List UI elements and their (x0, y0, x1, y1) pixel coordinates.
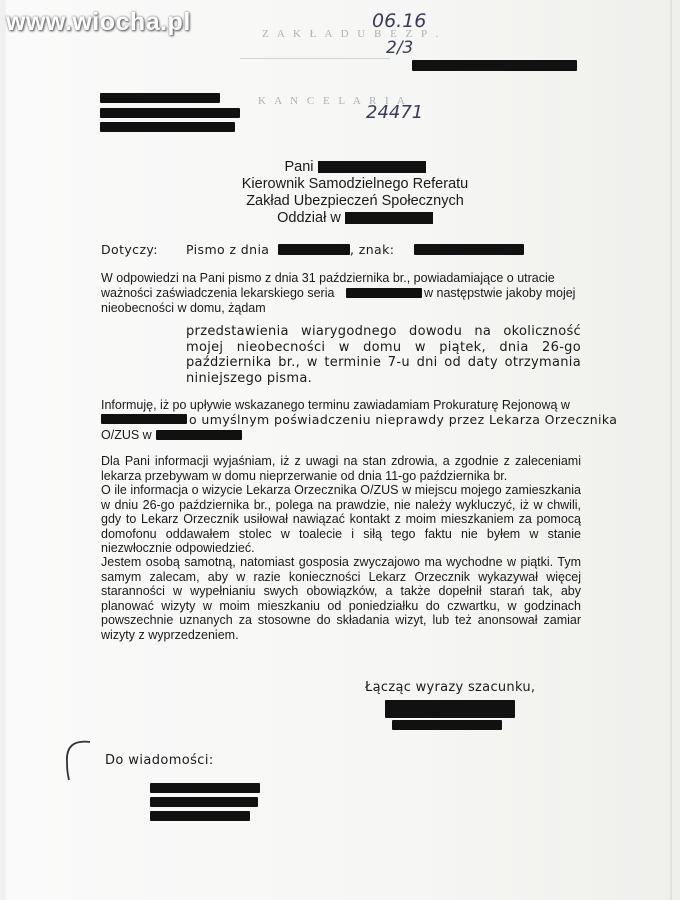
cc-label: Do wiadomości: (105, 753, 214, 768)
scan-shadow (0, 0, 6, 900)
recipient-branch: Oddział w (277, 210, 341, 226)
handwritten-bracket-mark (60, 738, 94, 782)
redacted-sender-name (100, 93, 220, 103)
stamp-line-2: K A N C E L A R I A (258, 95, 408, 107)
handwritten-reg-number: 24471 (366, 102, 424, 123)
stamp-line-1: Z A K Ł A D U B E Z P . (262, 28, 442, 40)
redacted-sender-city (100, 122, 235, 132)
paragraph-3: Dla Pani informacji wyjaśniam, iż z uwagi na stan zdrowia, a zgodnie z zaleceniami lekarza przebywam w domu nieprzerwanie od dnia 11-go października br. (101, 454, 581, 483)
subject-label: Dotyczy: (101, 242, 158, 257)
watermark: www.wiocha.pl (6, 8, 191, 36)
paragraph-1-line-2b: w następstwie jakoby mojej (424, 286, 576, 300)
paragraph-5: Jestem osobą samotną, natomiast gosposia zwyczajowo ma wychodne w piątki. Tym samym zalecam, aby w razie konieczności Lekarz Orzecznik wykazywał więcej staranności w wypełnianiu swych obowiązków, a także dopełnił starań tak, aby planować wizyty w moim mieszkaniu od poniedziałku do czwartku, w godzinach powszechnie uznanych za stosowne do składania wizyt, lub też anonsował zamiar wizyty z wyprzedzeniem. (101, 555, 581, 642)
redacted-cc-name (150, 783, 260, 793)
redacted-signatory-name (392, 720, 502, 730)
handwritten-date: 06.16 (372, 10, 427, 32)
demand-paragraph: przedstawienia wiarygodnego dowodu na okoliczność mojej nieobecności w domu w piątek, dnia 26-go października br., w terminie 7-u dni od daty otrzymania niniejszego pisma. (186, 324, 581, 386)
redacted-certificate-series (346, 288, 422, 298)
stamp-rule (240, 58, 390, 59)
paragraph-1-line-3: nieobecności w domu, żądam (101, 301, 266, 315)
redacted-place-date (412, 60, 577, 71)
redacted-signature (385, 700, 515, 718)
subject-sign-label: , znak: (350, 242, 395, 257)
closing-salutation: Łącząc wyrazy szacunku, (365, 680, 536, 695)
paragraph-2-line-2: o umyślnym poświadczeniu nieprawdy przez Lekarza Orzecznika (189, 412, 618, 427)
redacted-cc-street (150, 797, 258, 807)
recipient-institution: Zakład Ubezpieczeń Społecznych (246, 193, 464, 209)
recipient-title: Pani (284, 159, 314, 175)
paragraph-2-line-1: Informuję, iż po upływie wskazanego terminu zawiadamiam Prokuraturę Rejonową w (101, 398, 570, 412)
redacted-letter-date (278, 244, 350, 255)
redacted-letter-sign (414, 244, 524, 255)
recipient-position: Kierownik Samodzielnego Referatu (241, 176, 469, 192)
paragraph-1-line-2a: ważności zaświadczenia lekarskiego seria (101, 286, 335, 300)
redacted-branch-city (345, 212, 433, 224)
paragraph-4: O ile informacja o wizycie Lekarza Orzecznika O/ZUS w miejscu mojego zamieszkania w dniu 26-go października br., polega na prawdzie, nie należy wykluczyć, iż w chwili, gdy to Lekarz Orzecznik usiłował nawiązać kontakt z moim mieszkaniem za pomocą domofonu oddawałem stolec w toalecie i siłą tego faktu nie byłem w stanie niezwłocznie odpowiedzieć. (101, 483, 581, 555)
subject-reference: Pismo z dnia (186, 242, 270, 257)
redacted-sender-street (100, 108, 240, 118)
redacted-cc-city (150, 811, 250, 821)
redacted-prosecutor-city (101, 414, 187, 424)
redacted-recipient-name (318, 161, 426, 173)
paragraph-2-line-3: O/ZUS w (101, 428, 152, 442)
recipient-address (215, 159, 495, 227)
redacted-zus-city (156, 430, 242, 440)
paragraph-1-line-1: W odpowiedzi na Pani pismo z dnia 31 października br., powiadamiające o utracie (101, 271, 555, 285)
handwritten-note: 2/3 (386, 38, 414, 58)
scan-fold-line (670, 0, 672, 900)
